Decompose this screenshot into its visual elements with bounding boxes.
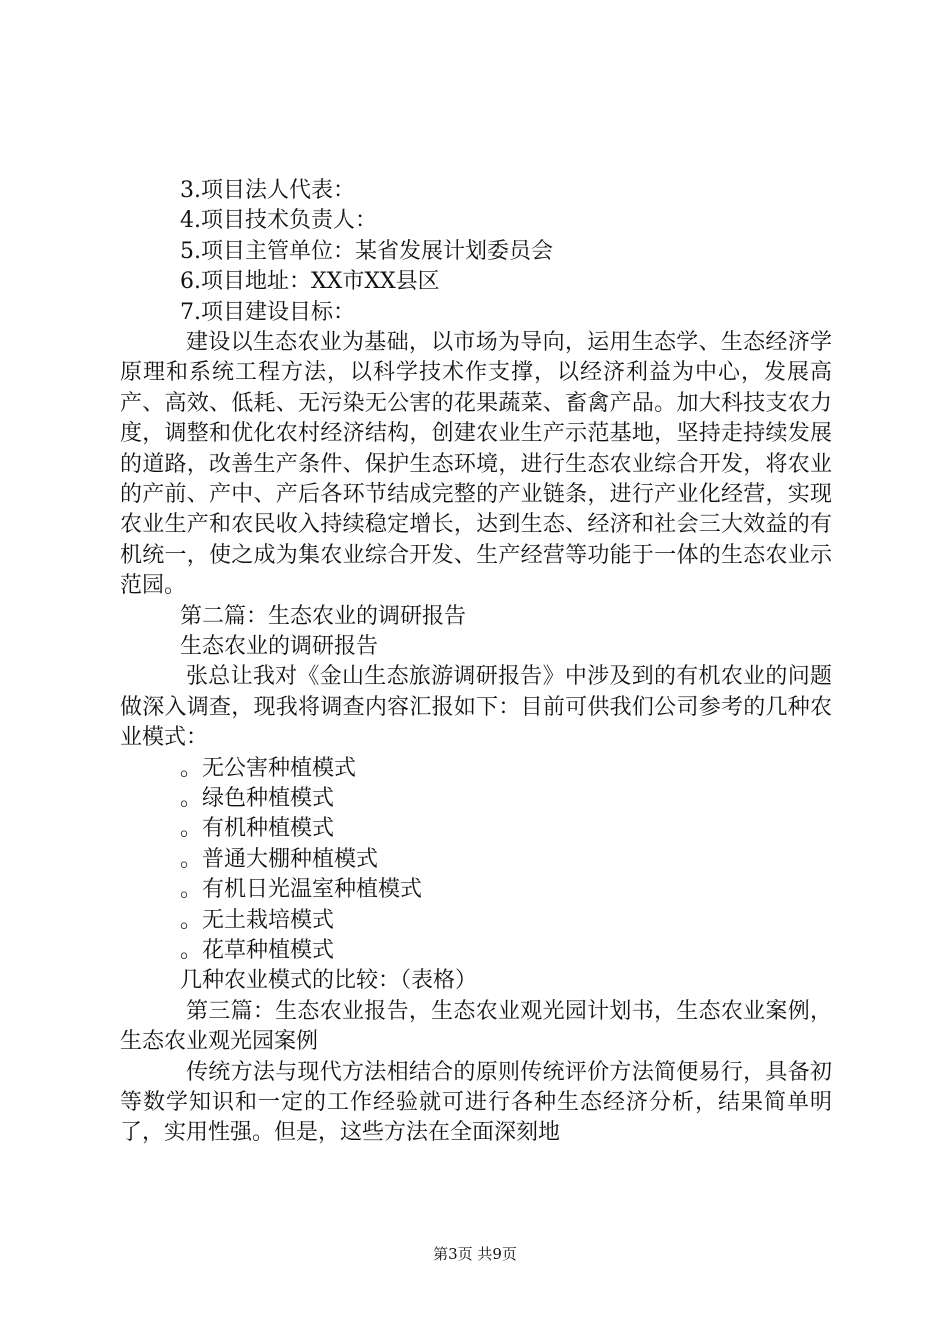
mode-list-item: 。无公害种植模式 <box>180 755 357 781</box>
section-two-subtitle: 生态农业的调研报告 <box>180 634 379 659</box>
research-intro-paragraph: 张总让我对《金山生态旅游调研报告》中涉及到的有机农业的问题做深入调查，现我将调查内容汇报如下：目前可供我们公司参考的几种农业模式： <box>120 664 832 751</box>
mode-list-item: 。普通大棚种植模式 <box>180 846 379 872</box>
mode-list-item: 。绿色种植模式 <box>180 786 335 811</box>
goal-paragraph: 建设以生态农业为基础，以市场为导向，运用生态学、生态经济学原理和系统工程方法，以科学技术作支撑，以经济利益为中心，发展高产、高效、低耗、无污染无公害的花果蔬菜、畜禽产品。加大科技支农力度，调整和优化农村经济结构，创建农业生产示范基地，坚持走持续发展的道路，改善生产条件、保护生态环境，进行生态农业综合开发，将农业的产前、产中、产后各环节结成完整的产业链条，进行产业化经营，实现农业生产和农民收入持续稳定增长，达到生态、经济和社会三大效益的有机统一，使之成为集农业综合开发、生产经营等功能于一体的生态农业示范园。 <box>120 329 832 599</box>
item-supervising-unit: 5.项目主管单位：某省发展计划委员会 <box>180 238 553 264</box>
mode-list-item: 。有机日光温室种植模式 <box>180 877 423 903</box>
page-number-footer: 第3页 共9页 <box>433 1245 517 1263</box>
methods-paragraph: 传统方法与现代方法相结合的原则传统评价方法简便易行，具备初等数学知识和一定的工作经验就可进行各种生态经济分析，结果简单明了，实用性强。但是，这些方法在全面深刻地 <box>120 1059 832 1146</box>
mode-list-item: 。无土栽培模式 <box>180 907 335 933</box>
document-body <box>120 176 832 1149</box>
item-legal-representative: 3.项目法人代表： <box>180 178 355 203</box>
item-technical-lead: 4.项目技术负责人： <box>180 208 377 234</box>
item-construction-goal: 7.项目建设目标： <box>180 299 355 325</box>
item-project-address: 6.项目地址：XX市XX县区 <box>180 269 440 295</box>
mode-list-item: 。花草种植模式 <box>180 937 335 963</box>
section-two-heading: 第二篇：生态农业的调研报告 <box>180 603 467 629</box>
mode-comparison-label: 几种农业模式的比较：（表格） <box>180 968 478 994</box>
section-three-heading: 第三篇：生态农业报告，生态农业观光园计划书，生态农业案例，生态农业观光园案例 <box>120 998 832 1055</box>
mode-list-item: 。有机种植模式 <box>180 816 335 842</box>
